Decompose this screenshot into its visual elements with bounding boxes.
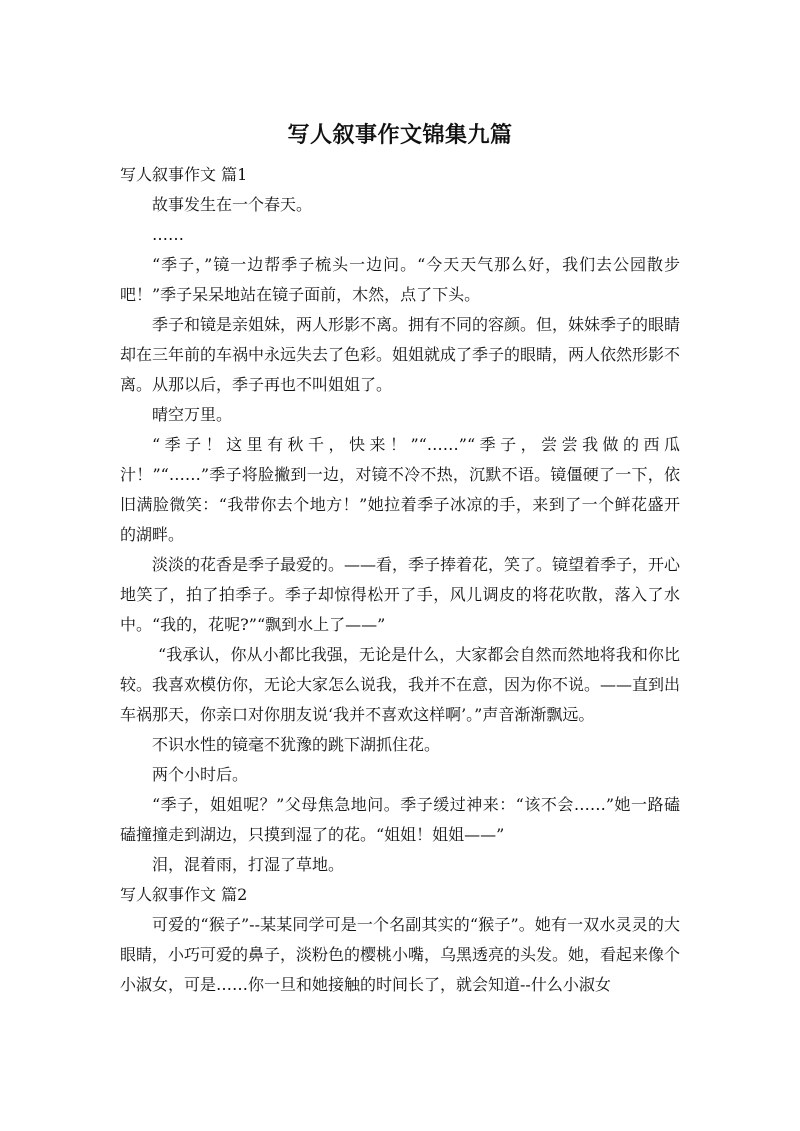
paragraph: “季子！这里有秋千，快来！”“……”“季子，尝尝我做的西瓜汁！”“……”季子将脸撇到一边，对镜不冷不热，沉默不语。镜僵硬了一下，依旧满脸微笑：“我带你去个地方！”她拉着季子冰凉的手，来到了一个鲜花盛开的湖畔。 [120, 435, 680, 544]
paragraph: 两个小时后。 [152, 765, 249, 784]
section-heading: 写人叙事作文 篇1 [120, 165, 248, 184]
paragraph: “季子，姐姐呢？”父母焦急地问。季子缓过神来：“该不会……”她一路磕磕撞撞走到湖边，只摸到湿了的花。“姐姐！姐姐——” [120, 795, 680, 844]
paragraph: 淡淡的花香是季子最爱的。——看，季子捧着花，笑了。镜望着季子，开心地笑了，拍了拍季子。季子却惊得松开了手，风儿调皮的将花吹散，落入了水中。“我的，花呢?”“飘到水上了——” [120, 555, 681, 634]
paragraph: 不识水性的镜毫不犹豫的跳下湖抓住花。 [152, 735, 441, 754]
document-title: 写人叙事作文锦集九篇 [287, 123, 513, 148]
paragraph-ellipsis: …… [152, 225, 184, 244]
paragraph: 晴空万里。 [152, 405, 233, 424]
paragraph: 季子和镜是亲姐妹，两人形影不离。拥有不同的容颜。但，妹妹季子的眼睛却在三年前的车祸中永远失去了色彩。姐姐就成了季子的眼睛，两人依然形影不离。从那以后，季子再也不叫姐姐了。 [120, 315, 681, 394]
paragraph: “我承认，你从小都比我强，无论是什么，大家都会自然而然地将我和你比较。我喜欢模仿你，无论大家怎么说我，我并不在意，因为你不说。——直到出车祸那天，你亲口对你朋友说‘我并不喜欢这样啊’。”声音渐渐飘远。 [120, 645, 681, 724]
paragraph: 泪，混着雨，打湿了草地。 [152, 855, 345, 874]
paragraph: “季子，”镜一边帮季子梳头一边问。“今天天气那么好，我们去公园散步吧！”季子呆呆地站在镜子面前，木然，点了下头。 [120, 255, 680, 304]
paragraph: 故事发生在一个春天。 [152, 195, 313, 214]
section-heading: 写人叙事作文 篇2 [120, 885, 248, 904]
document-body [120, 160, 680, 1000]
paragraph: 可爱的“猴子”--某某同学可是一个名副其实的“猴子”。她有一双水灵灵的大眼睛，小巧可爱的鼻子，淡粉色的樱桃小嘴，乌黑透亮的头发。她，看起来像个小淑女，可是……你一旦和她接触的时间长了，就会知道--什么小淑女 [120, 915, 681, 994]
